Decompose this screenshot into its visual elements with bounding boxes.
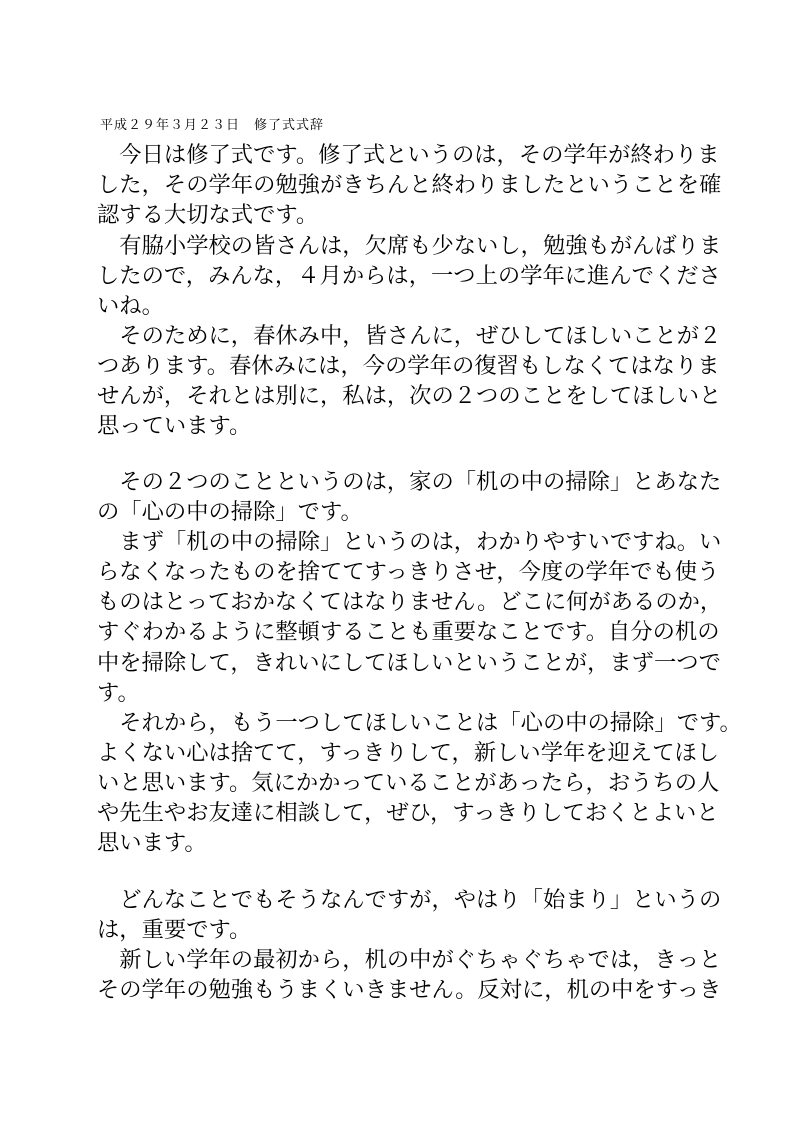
body-line: らなくなったものを捨ててすっきりさせ，今度の学年でも使う — [97, 559, 720, 585]
body-line: まず「机の中の掃除」というのは，わかりやすいですね。い — [97, 529, 722, 555]
body-line: したので，みんな，４月からは，一つ上の学年に進んでくださ — [97, 263, 721, 289]
body-line: や先生やお友達に相談して，ぜひ，すっきりしておくとよいと — [97, 800, 719, 826]
body-line: は，重要です。 — [97, 917, 252, 943]
body-line: いね。 — [97, 293, 164, 319]
body-line: すぐわかるように整頓することも重要なことです。自分の机の — [97, 619, 720, 645]
body-line: 有脇小学校の皆さんは，欠席も少ないし，勉強もがんばりま — [97, 233, 722, 259]
body-line: せんが，それとは別に，私は，次の２つのことをしてほしいと — [97, 383, 722, 409]
body-line: そのために，春休み中，皆さんに，ぜひしてほしいことが２ — [97, 323, 722, 349]
body-line: つあります。春休みには，今の学年の復習もしなくてはなりま — [97, 353, 720, 379]
body-line: 認する大切な式です。 — [97, 202, 319, 228]
body-line: よくない心は捨てて，すっきりして，新しい学年を迎えてほし — [97, 740, 720, 766]
body-line: 今日は修了式です。修了式というのは，その学年が終わりま — [97, 142, 720, 168]
body-line: いと思います。気にかかっていることがあったら，おうちの人 — [97, 770, 720, 796]
body-line: ものはとっておかなくてはなりません。どこに何があるのか， — [97, 589, 723, 615]
body-line: その学年の勉強もうまくいきません。反対に，机の中をすっき — [97, 977, 722, 1003]
body-line: す。 — [97, 680, 140, 706]
body-line: した，その学年の勉強がきちんと終わりましたということを確 — [97, 172, 722, 198]
body-line: 思っています。 — [97, 413, 252, 439]
body-line: 新しい学年の最初から，机の中がぐちゃぐちゃでは，きっと — [97, 947, 722, 973]
body-line: どんなことでもそうなんですが，やはり「始まり」というの — [97, 887, 722, 913]
document-header: 平成２９年３月２３日 修了式式辞 — [100, 118, 325, 133]
body-line: 思います。 — [97, 830, 207, 856]
body-line: の「心の中の掃除」です。 — [97, 499, 363, 525]
body-line: その２つのことというのは，家の「机の中の掃除」とあなた — [97, 469, 722, 495]
body-line: 中を掃除して，きれいにしてほしいということが，まず一つで — [97, 650, 721, 676]
body-line: それから，もう一つしてほしいことは「心の中の掃除」です。 — [97, 710, 742, 736]
